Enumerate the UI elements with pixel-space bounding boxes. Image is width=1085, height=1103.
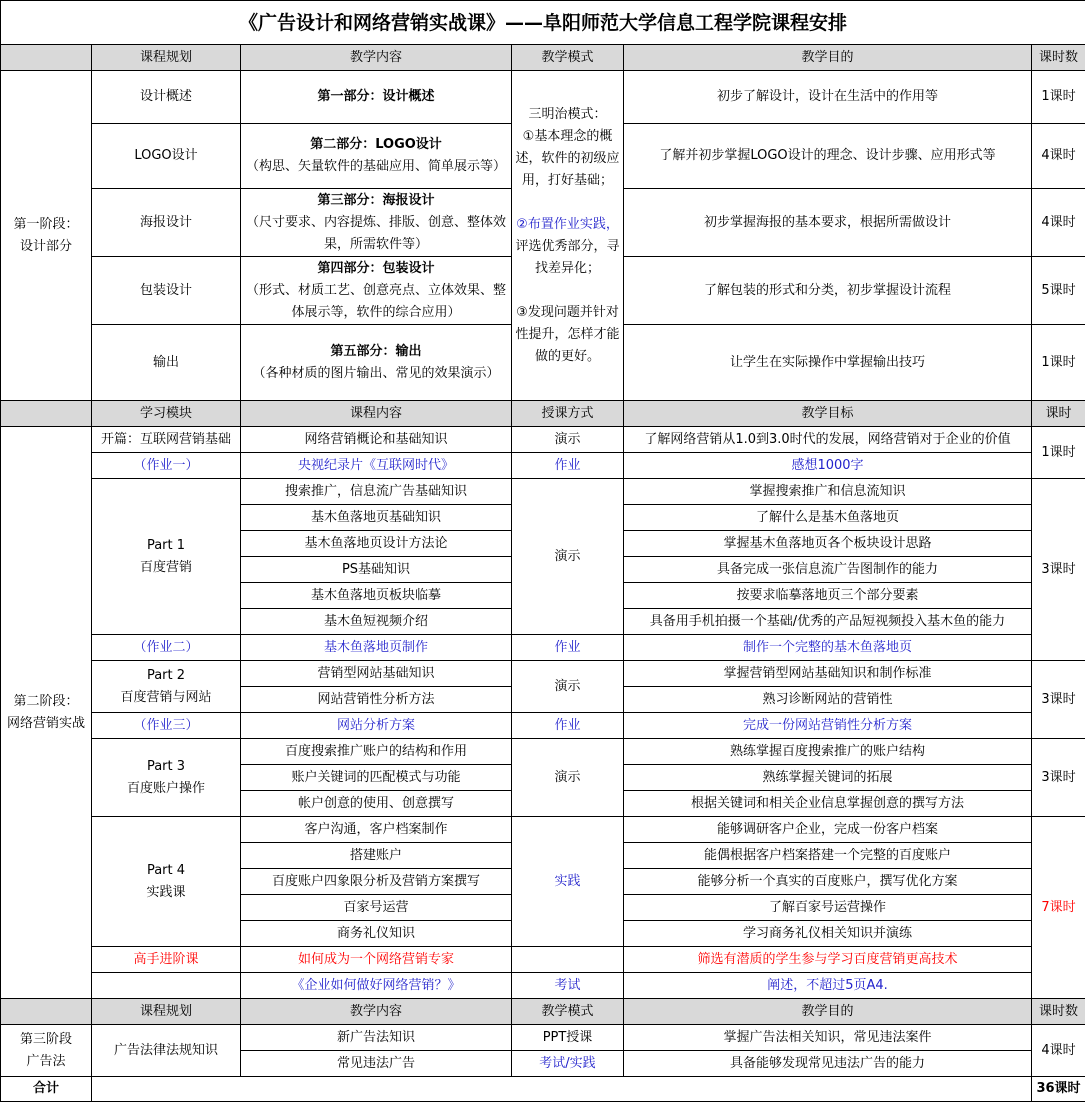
goal-cell: 按要求临摹落地页三个部分要素 [624,583,1032,609]
table-row [1,739,1085,765]
header-hours: 课时数 [1032,45,1085,71]
table-row [1,947,1085,973]
hours-cell: 7课时 [1032,817,1085,999]
module-cell: 海报设计 [92,189,241,257]
mode-cell: PPT授课 [512,1025,624,1051]
goal-cell: 了解并初步掌握LOGO设计的理念、设计步骤、应用形式等 [624,124,1032,189]
part-label-line-1: Part 2 [146,667,186,683]
goal-cell: 了解什么是基木鱼落地页 [624,505,1032,531]
goal-cell: 熟练掌握关键词的拓展 [624,765,1032,791]
header-blank-cell [1,401,92,427]
mode-cell: 作业 [512,635,624,661]
module-cell: 广告法律法规知识 [92,1025,241,1077]
mode-paragraph-3: ③发现问题并针对性提升，怎样才能做的更好。 [515,304,620,364]
module-cell: LOGO设计 [92,124,241,189]
goal-cell: 熟习诊断网站的营销性 [624,687,1032,713]
part-label-line-2: 百度营销与网站 [120,689,212,705]
hours-cell: 3课时 [1032,661,1085,739]
mode-intro: 三明治模式： [528,106,607,122]
module-cell-empty [92,973,241,999]
advanced-label: 高手进阶课 [92,947,241,973]
hours-cell: 4课时 [1032,189,1085,257]
goal-cell: 学习商务礼仪相关知识并演练 [624,921,1032,947]
goal-cell: 掌握搜索推广和信息流知识 [624,479,1032,505]
content-cell: 基木鱼落地页板块临摹 [241,583,512,609]
page-title: 《广告设计和网络营销实战课》——阜阳师范大学信息工程学院课程安排 [1,1,1085,45]
part-label-line-1: Part 4 [146,862,186,878]
part-4-label [92,817,241,947]
content-cell: 网站营销性分析方法 [241,687,512,713]
header-mode: 教学模式 [512,45,624,71]
table-row [1,713,1085,739]
header-row-stage-2 [1,401,1085,427]
content-cell: 《企业如何做好网络营销？》 [241,973,512,999]
total-row [1,1077,1085,1102]
total-label: 合计 [1,1077,92,1102]
part-label-line-2: 百度营销 [139,559,192,575]
mode-cell: 作业 [512,713,624,739]
hours-cell: 3课时 [1032,739,1085,817]
content-cell: 央视纪录片《互联网时代》 [241,453,512,479]
content-detail: （形式、材质工艺、创意亮点、立体效果、整体展示等，软件的综合应用） [245,282,506,320]
part-label-line-2: 百度账户操作 [126,780,205,796]
hours-cell: 1课时 [1032,427,1085,479]
mode-cell: 实践 [512,817,624,947]
table-row [1,973,1085,999]
header-blank-cell [1,999,92,1025]
header-goal: 教学目标 [624,401,1032,427]
stage-label-line-1: 第一阶段： [13,216,79,232]
stage-label-line-1: 第二阶段： [13,693,79,709]
content-cell: 账户关键词的匹配模式与功能 [241,765,512,791]
header-module: 课程规划 [92,45,241,71]
content-cell: 客户沟通，客户档案制作 [241,817,512,843]
table-row [1,1025,1085,1051]
content-cell: 基木鱼短视频介绍 [241,609,512,635]
stage-2-label [1,427,92,999]
header-row-stage-3 [1,999,1085,1025]
header-blank-cell [1,45,92,71]
hours-cell: 1课时 [1032,71,1085,124]
content-cell: 帐户创意的使用、创意撰写 [241,791,512,817]
stage-label-line-2: 网络营销实战 [6,715,85,731]
content-detail: （构思、矢量软件的基础应用、简单展示等） [245,159,506,174]
goal-cell: 筛选有潜质的学生参与学习百度营销更高技术 [624,947,1032,973]
part-2-label [92,661,241,713]
header-mode: 授课方式 [512,401,624,427]
table-row [1,635,1085,661]
content-cell: 商务礼仪知识 [241,921,512,947]
content-cell [241,257,512,325]
module-cell: 开篇：互联网营销基础 [92,427,241,453]
mode-cell: 演示 [512,427,624,453]
goal-cell: 让学生在实际操作中掌握输出技巧 [624,325,1032,401]
mode-point-2-rest: 评选优秀部分，寻找差异化； [515,238,620,276]
part-label-line-1: Part 1 [146,537,186,553]
part-label-line-2: 实践课 [146,884,186,900]
content-cell: 搭建账户 [241,843,512,869]
module-cell: 设计概述 [92,71,241,124]
mode-point-1: ①基本理念的概述，软件的初级应用，打好基础； [515,128,620,188]
header-module: 课程规划 [92,999,241,1025]
part-1-label [92,479,241,635]
table-row [1,661,1085,687]
content-cell: 常见违法广告 [241,1051,512,1077]
content-cell: 如何成为一个网络营销专家 [241,947,512,973]
mode-cell: 演示 [512,739,624,817]
table-row [1,427,1085,453]
stage-label-line-2: 设计部分 [19,238,72,254]
goal-cell: 具备完成一张信息流广告图制作的能力 [624,557,1032,583]
content-cell: 网站分析方案 [241,713,512,739]
content-title: 第一部分：设计概述 [317,89,435,104]
header-goal: 教学目的 [624,999,1032,1025]
content-detail: （尺寸要求、内容提炼、排版、创意、整体效果，所需软件等） [245,214,506,252]
goal-cell: 根据关键词和相关企业信息掌握创意的撰写方法 [624,791,1032,817]
header-content: 课程内容 [241,401,512,427]
mode-point-2-highlight: ②布置作业实践， [516,216,619,232]
content-cell: 搜索推广，信息流广告基础知识 [241,479,512,505]
content-title: 第三部分：海报设计 [317,192,435,208]
header-hours: 课时数 [1032,999,1085,1025]
goal-cell: 能偶根据客户档案搭建一个完整的百度账户 [624,843,1032,869]
mode-cell: 考试 [512,973,624,999]
mode-cell: 作业 [512,453,624,479]
header-content: 教学内容 [241,45,512,71]
header-goal: 教学目的 [624,45,1032,71]
mode-cell: 演示 [512,479,624,635]
homework-label: （作业三） [92,713,241,739]
content-cell: 网络营销概论和基础知识 [241,427,512,453]
goal-cell: 掌握营销型网站基础知识和制作标准 [624,661,1032,687]
table-row [1,453,1085,479]
teaching-mode-cell [512,71,624,401]
module-cell: 包装设计 [92,257,241,325]
content-title: 第二部分：LOGO设计 [310,137,442,152]
hours-cell: 5课时 [1032,257,1085,325]
module-cell: 输出 [92,325,241,401]
mode-paragraph-1 [515,104,620,192]
content-title: 第五部分：输出 [330,343,422,359]
hours-cell: 3课时 [1032,479,1085,661]
content-cell [241,71,512,124]
hours-cell: 1课时 [1032,325,1085,401]
hours-cell: 4课时 [1032,1025,1085,1077]
content-cell: 基木鱼落地页基础知识 [241,505,512,531]
content-cell: 百家号运营 [241,895,512,921]
goal-cell: 感想1000字 [624,453,1032,479]
stage-label-line-2: 广告法 [26,1053,66,1069]
goal-cell: 具备能够发现常见违法广告的能力 [624,1051,1032,1077]
goal-cell: 初步了解设计，设计在生活中的作用等 [624,71,1032,124]
header-module: 学习模块 [92,401,241,427]
header-mode: 教学模式 [512,999,624,1025]
title-row [1,1,1085,45]
content-cell: PS基础知识 [241,557,512,583]
homework-label: （作业二） [92,635,241,661]
stage-1-label [1,71,92,401]
content-cell: 新广告法知识 [241,1025,512,1051]
homework-label: （作业一） [92,453,241,479]
mode-cell: 演示 [512,661,624,713]
table-row [1,817,1085,843]
mode-cell: 考试/实践 [512,1051,624,1077]
goal-cell: 了解网络营销从1.0到3.0时代的发展，网络营销对于企业的价值 [624,427,1032,453]
goal-cell: 熟练掌握百度搜索推广的账户结构 [624,739,1032,765]
table-row [1,479,1085,505]
goal-cell: 了解百家号运营操作 [624,895,1032,921]
goal-cell: 制作一个完整的基木鱼落地页 [624,635,1032,661]
content-cell [241,325,512,401]
goal-cell: 能够分析一个真实的百度账户，撰写优化方案 [624,869,1032,895]
header-content: 教学内容 [241,999,512,1025]
header-row-stage-1 [1,45,1085,71]
content-cell: 营销型网站基础知识 [241,661,512,687]
goal-cell: 能够调研客户企业，完成一份客户档案 [624,817,1032,843]
content-cell: 基木鱼落地页制作 [241,635,512,661]
content-detail: （各种材质的图片输出、常见的效果演示） [252,365,500,381]
table-row [1,71,1085,124]
content-cell: 基木鱼落地页设计方法论 [241,531,512,557]
content-cell: 百度搜索推广账户的结构和作用 [241,739,512,765]
goal-cell: 掌握基木鱼落地页各个板块设计思路 [624,531,1032,557]
goal-cell: 掌握广告法相关知识，常见违法案件 [624,1025,1032,1051]
header-hours: 课时 [1032,401,1085,427]
goal-cell: 具备用手机拍摄一个基础/优秀的产品短视频投入基木鱼的能力 [624,609,1032,635]
stage-3-label [1,1025,92,1077]
content-cell: 百度账户四象限分析及营销方案撰写 [241,869,512,895]
goal-cell: 初步掌握海报的基本要求，根据所需做设计 [624,189,1032,257]
mode-paragraph-2 [515,214,620,280]
total-hours: 36课时 [1032,1077,1085,1102]
content-title: 第四部分：包装设计 [317,260,435,276]
content-cell [241,124,512,189]
stage-label-line-1: 第三阶段 [19,1031,72,1047]
content-cell [241,189,512,257]
goal-cell: 完成一份网站营销性分析方案 [624,713,1032,739]
part-label-line-1: Part 3 [146,758,186,774]
total-blank-cell [92,1077,1032,1102]
goal-cell: 了解包装的形式和分类，初步掌握设计流程 [624,257,1032,325]
part-3-label [92,739,241,817]
hours-cell: 4课时 [1032,124,1085,189]
goal-cell: 阐述，不超过5页A4. [624,973,1032,999]
mode-cell-empty [512,947,624,973]
